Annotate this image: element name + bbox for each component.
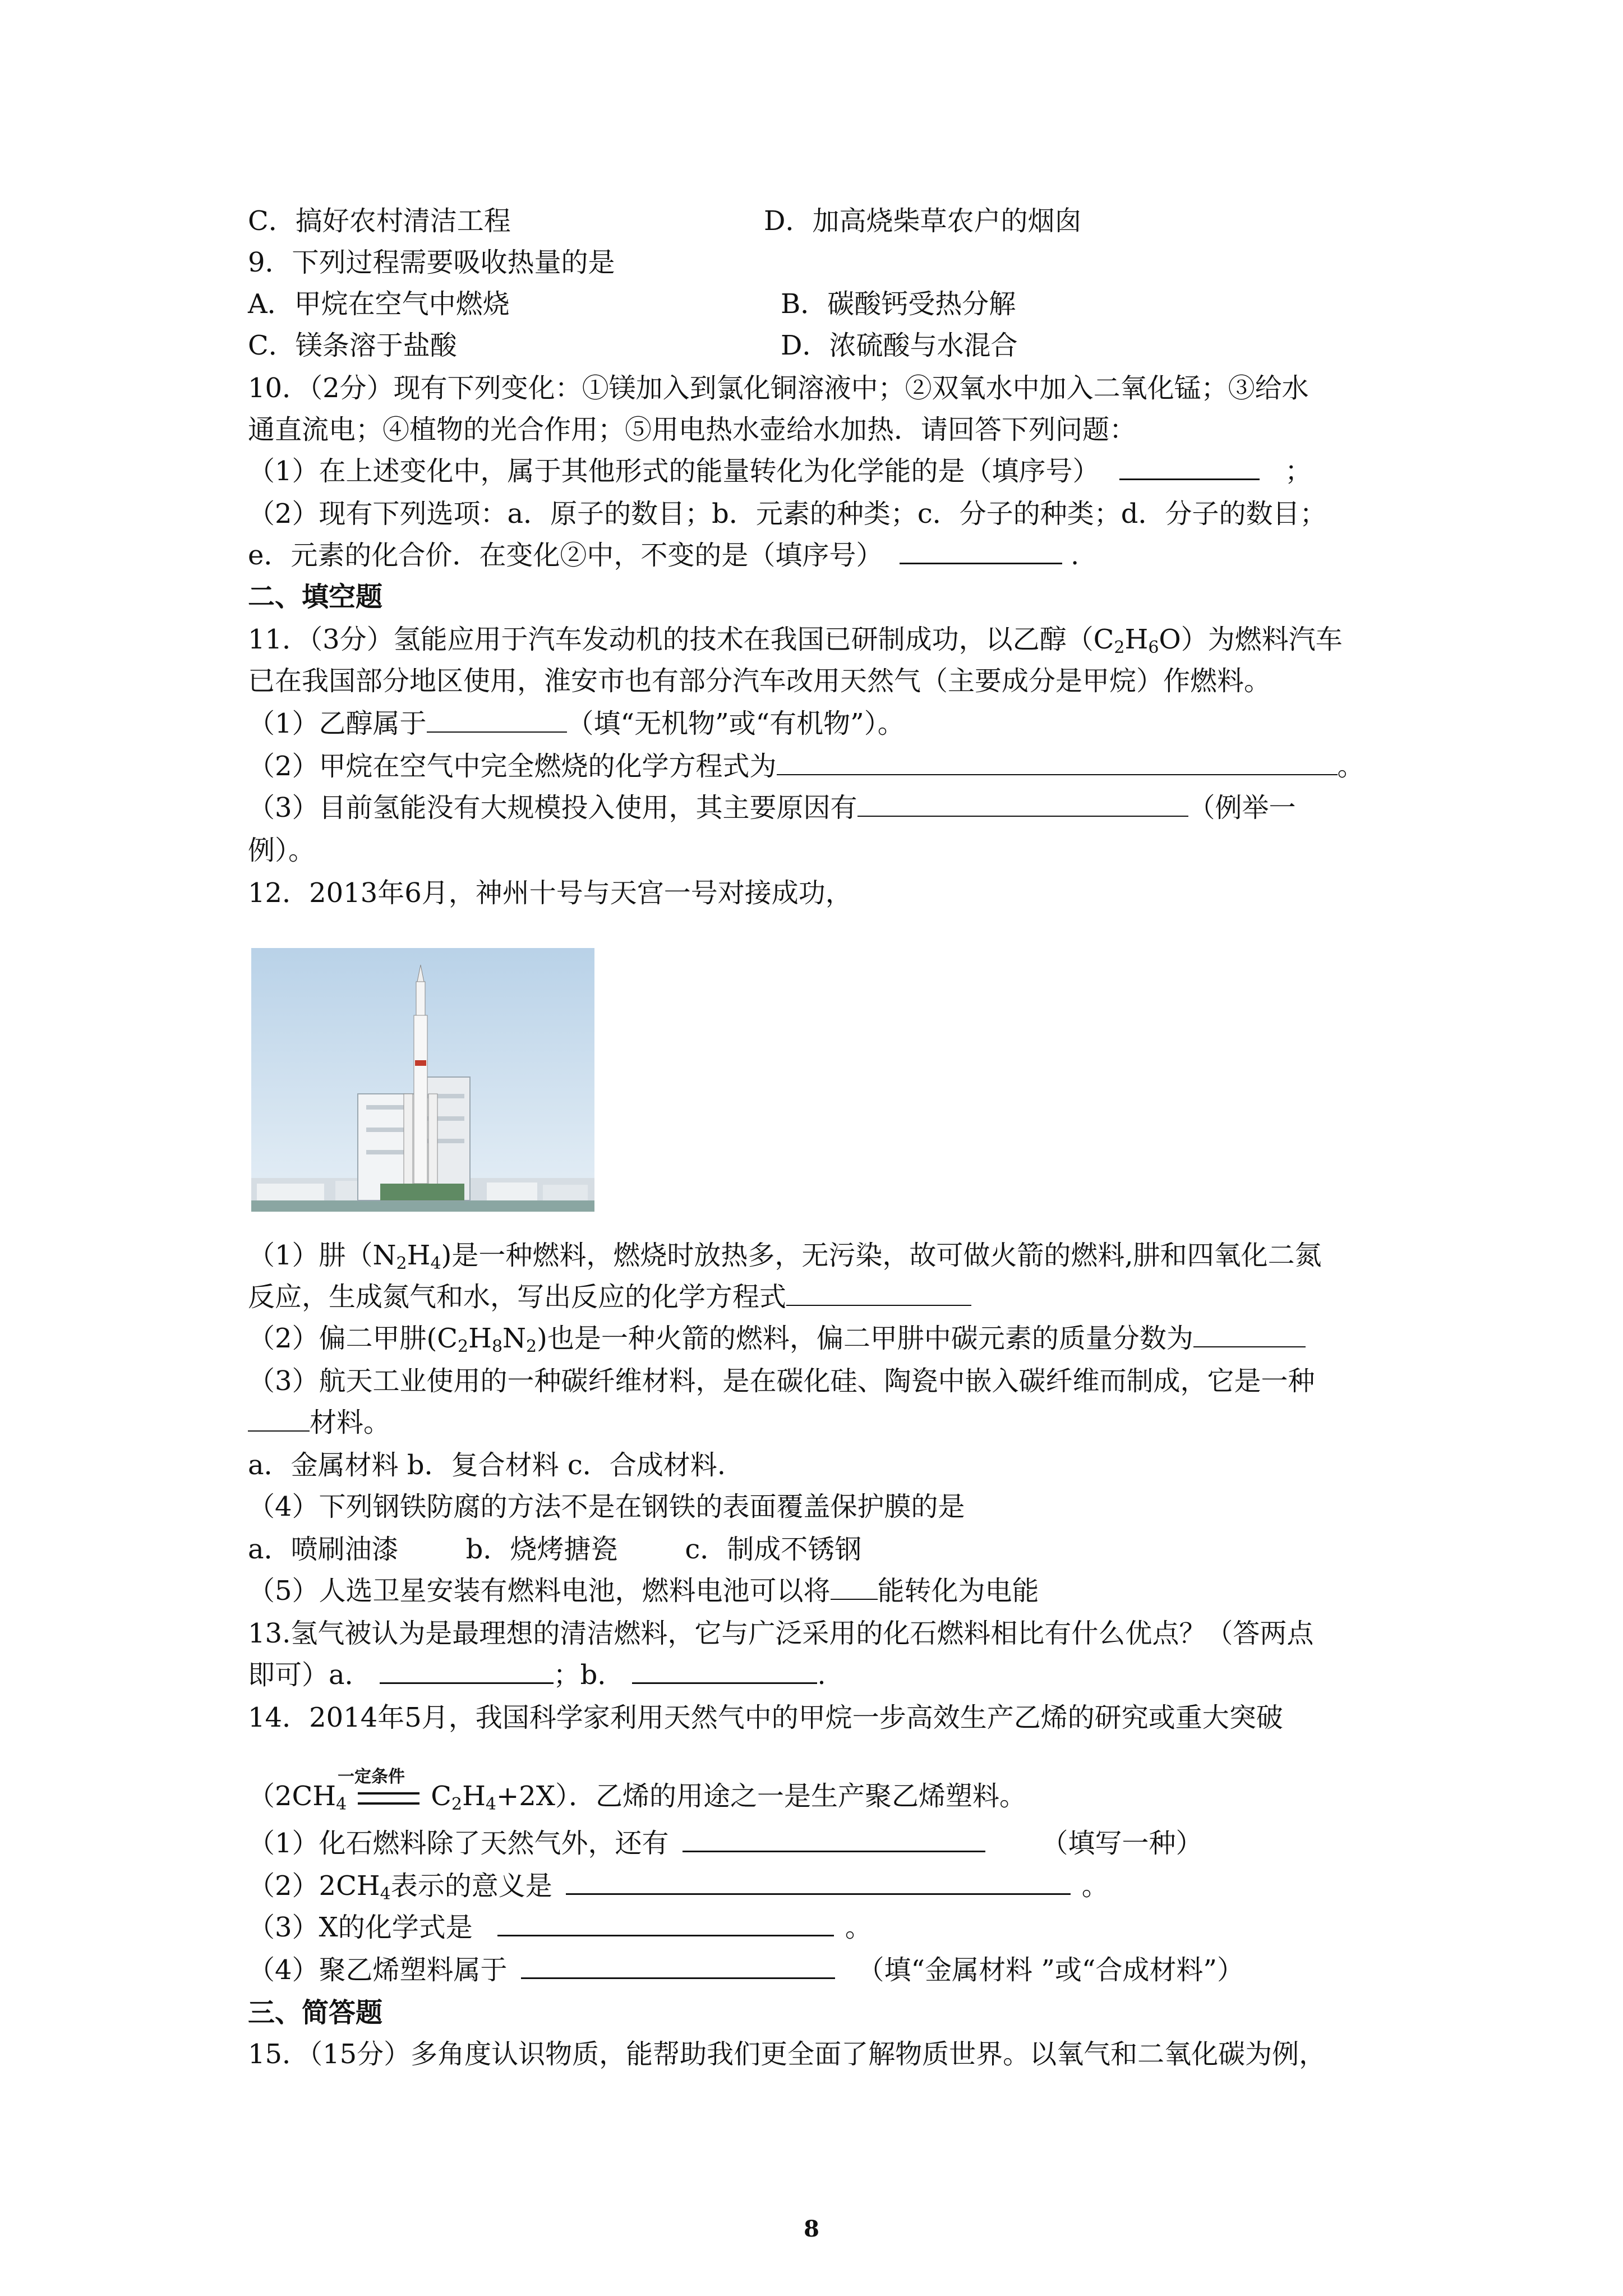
q12-part2	[248, 1320, 1399, 1365]
q14-p4-blank[interactable]	[521, 1953, 835, 1979]
q11-part1-text: （1）乙醇属于	[248, 708, 427, 739]
q12-p4-option-c: c．制成不锈钢	[685, 1534, 862, 1565]
q11-part3-end: （例举一	[1188, 792, 1296, 823]
q12-p4-option-b: b．烧烤搪瓷	[465, 1534, 618, 1565]
q11-sub1: 2	[1114, 638, 1125, 657]
q14-part1	[248, 1825, 1399, 1861]
rocket-launch-photo	[251, 948, 594, 1212]
q12-p2-sub2: 8	[491, 1337, 503, 1356]
rocket-launch-image	[251, 948, 594, 1212]
q11-part3	[248, 790, 1399, 826]
q10-part1	[248, 453, 1399, 489]
q10-part2-blank[interactable]	[900, 538, 1062, 564]
q12-p1-b: H	[407, 1240, 431, 1271]
q14-eq-d: +2X）．乙烯的用途之一是生产聚乙烯塑料。	[496, 1780, 1026, 1812]
q14-p3-blank[interactable]	[497, 1910, 834, 1936]
q14-p4-text: （4）聚乙烯塑料属于	[248, 1954, 508, 1986]
q14-line1: 14．2014年5月，我国科学家利用天然气中的甲烷一步高效生产乙烯的研究或重大突破	[248, 1702, 1283, 1733]
q14-eq-sub2: 2	[451, 1795, 463, 1814]
q11-line1	[248, 622, 1399, 666]
q14-eq-a: （2CH	[248, 1780, 336, 1812]
q11-line1-c: O）为燃料汽车	[1159, 624, 1343, 655]
q12-p4-option-a: a．喷刷油漆	[248, 1534, 399, 1565]
q14-p3-text: （3）X的化学式是	[248, 1912, 473, 1943]
q14-part3	[248, 1910, 1399, 1945]
q12-p1-blank[interactable]	[786, 1280, 971, 1306]
q11-part2-end: 。	[1337, 751, 1364, 782]
q12-p1-c: )是一种燃料，燃烧时放热多，无污染，故可做火箭的燃料,肼和四氧化二氮	[441, 1240, 1322, 1271]
q11-part1	[248, 706, 1399, 742]
q9-options-ab	[248, 286, 1399, 322]
q13-a-label: 即可）a．	[248, 1659, 372, 1691]
q13-line1: 13.氢气被认为是最理想的清洁燃料，它与广泛采用的化石燃料相比有什么优点？（答两点	[248, 1618, 1314, 1649]
q9-option-d: D．浓硫酸与水混合	[781, 330, 1018, 361]
q14-p3-end: 。	[845, 1912, 872, 1943]
q14-p2-b: 表示的意义是	[390, 1870, 552, 1902]
q10-part1-blank[interactable]	[1119, 454, 1260, 480]
q14-eq-b: C	[431, 1780, 451, 1812]
q14-p1-blank[interactable]	[683, 1826, 985, 1852]
q12-p5-end: 能转化为电能	[877, 1575, 1039, 1607]
q12-p3-line2-text: 材料。	[310, 1407, 391, 1438]
q12-p1-line2-text: 反应，生成氮气和水，写出反应的化学方程式	[248, 1281, 787, 1313]
q14-p2-blank[interactable]	[566, 1869, 1071, 1895]
q11-part3-text: （3）目前氢能没有大规模投入使用，其主要原因有	[248, 792, 857, 823]
q9-options-cd	[248, 328, 1399, 364]
q14-p1-text: （1）化石燃料除了天然气外，还有	[248, 1828, 669, 1859]
q15-line1: 15．（15分）多角度认识物质，能帮助我们更全面了解物质世界。以氧气和二氧化碳为例，	[248, 2039, 1326, 2070]
q13-line2	[248, 1657, 1399, 1693]
section-fill-in-title: 二、填空题	[248, 581, 383, 613]
q12-part3-options: a．金属材料 b．复合材料 c．合成材料.	[248, 1450, 726, 1481]
q11-part3-blank[interactable]	[857, 791, 1188, 817]
q11-line1-b: H	[1124, 624, 1149, 655]
q12-p1-sub1: 2	[396, 1254, 407, 1273]
q14-p2-a: （2）2CH	[248, 1870, 380, 1902]
q8-option-d: D．加高烧柴草农户的烟囱	[764, 205, 1082, 237]
q14-p2-sub: 4	[380, 1884, 391, 1904]
q11-part2-blank[interactable]	[777, 749, 1338, 775]
q14-part2	[248, 1868, 1399, 1912]
equals-sign-icon	[358, 1792, 419, 1805]
q14-p1-end: （填写一种）	[1041, 1828, 1203, 1859]
q11-part3-cont: 例）。	[248, 835, 316, 866]
q8-options	[248, 203, 1399, 239]
q9-option-b: B．碳酸钙受热分解	[781, 288, 1016, 320]
q10-line1: 10．（2分）现有下列变化：①镁加入到氯化铜溶液中；②双氧水中加入二氧化锰；③给水	[248, 372, 1309, 404]
q10-part1-text: （1）在上述变化中，属于其他形式的能量转化为化学能的是（填序号）	[248, 455, 1100, 487]
q11-part2	[248, 748, 1399, 784]
q14-equation-line	[248, 1778, 1399, 1823]
q10-part1-end: ；	[1285, 455, 1312, 487]
section-short-answer-title: 三、简答题	[248, 1997, 383, 2028]
q13-blank-b[interactable]	[632, 1658, 817, 1684]
q12-p2-d: )也是一种火箭的燃料，偏二甲肼中碳元素的质量分数为	[537, 1323, 1193, 1354]
q12-part1-line2	[248, 1279, 1399, 1315]
q12-p2-c: N	[502, 1323, 527, 1354]
q9-stem: 9．下列过程需要吸收热量的是	[248, 247, 615, 278]
q14-p4-end: （填“金属材料 ”或“合成材料”）	[857, 1954, 1244, 1986]
q11-line1-a: 11．（3分）氢能应用于汽车发动机的技术在我国已研制成功，以乙醇（C	[248, 624, 1114, 655]
q12-part1-line1	[248, 1237, 1399, 1282]
q12-p5-blank[interactable]	[831, 1574, 878, 1600]
q10-part2-text: e．元素的化合价．在变化②中，不变的是（填序号）	[248, 540, 883, 571]
q10-line2: 通直流电；④植物的光合作用；⑤用电热水壶给水加热．请回答下列问题：	[248, 414, 1137, 445]
q12-p3-blank[interactable]	[248, 1406, 310, 1432]
q12-part4-stem: （4）下列钢铁防腐的方法不是在钢铁的表面覆盖保护膜的是	[248, 1491, 965, 1522]
q11-part1-end: （填“无机物”或“有机物”）。	[566, 708, 905, 739]
q10-part2-line1: （2）现有下列选项：a．原子的数目；b．元素的种类；c．分子的种类；d．分子的数目；	[248, 498, 1327, 530]
q14-reaction-condition: 一定条件	[338, 1767, 405, 1787]
q12-p2-sub1: 2	[458, 1337, 469, 1356]
q8-option-c: C．搞好农村清洁工程	[248, 205, 511, 237]
q12-stem: 12．2013年6月，神州十号与天宫一号对接成功，	[248, 877, 852, 909]
q12-p2-sub3: 2	[526, 1337, 537, 1356]
q12-part5	[248, 1573, 1399, 1609]
q12-part3-line1: （3）航天工业使用的一种碳纤维材料，是在碳化硅、陶瓷中嵌入碳纤维而制成，它是一种	[248, 1365, 1315, 1397]
q12-part4-options	[248, 1531, 1399, 1567]
q13-end: .	[817, 1659, 826, 1691]
q13-blank-a[interactable]	[380, 1658, 554, 1684]
q14-p2-end: 。	[1081, 1870, 1109, 1902]
q12-p2-blank[interactable]	[1193, 1322, 1306, 1347]
q10-part2-line2	[248, 537, 1399, 573]
q12-p1-sub2: 4	[430, 1254, 441, 1273]
q12-p1-a: （1）肼（N	[248, 1240, 396, 1271]
q10-part2-end: .	[1070, 540, 1080, 571]
q9-option-a: A．甲烷在空气中燃烧	[248, 288, 510, 320]
q12-p2-a: （2）偏二甲肼(C	[248, 1323, 458, 1354]
q11-sub2: 6	[1148, 638, 1159, 657]
q9-option-c: C．镁条溶于盐酸	[248, 330, 457, 361]
q12-p5-text: （5）人选卫星安装有燃料电池，燃料电池可以将	[248, 1575, 831, 1607]
q14-eq-sub1: 4	[336, 1795, 347, 1814]
q11-line2: 已在我国部分地区使用，淮安市也有部分汽车改用天然气（主要成分是甲烷）作燃料。	[248, 665, 1271, 697]
q12-part3-line2	[248, 1405, 1399, 1441]
q14-eq-c: H	[462, 1780, 486, 1812]
page-number: 8	[804, 2216, 819, 2242]
q14-eq-sub3: 4	[485, 1795, 497, 1814]
q11-part2-text: （2）甲烷在空气中完全燃烧的化学方程式为	[248, 751, 777, 782]
q14-part4	[248, 1952, 1399, 1988]
q13-b-label: ；b．	[553, 1659, 625, 1691]
q11-part1-blank[interactable]	[427, 707, 567, 733]
q12-p2-b: H	[468, 1323, 492, 1354]
